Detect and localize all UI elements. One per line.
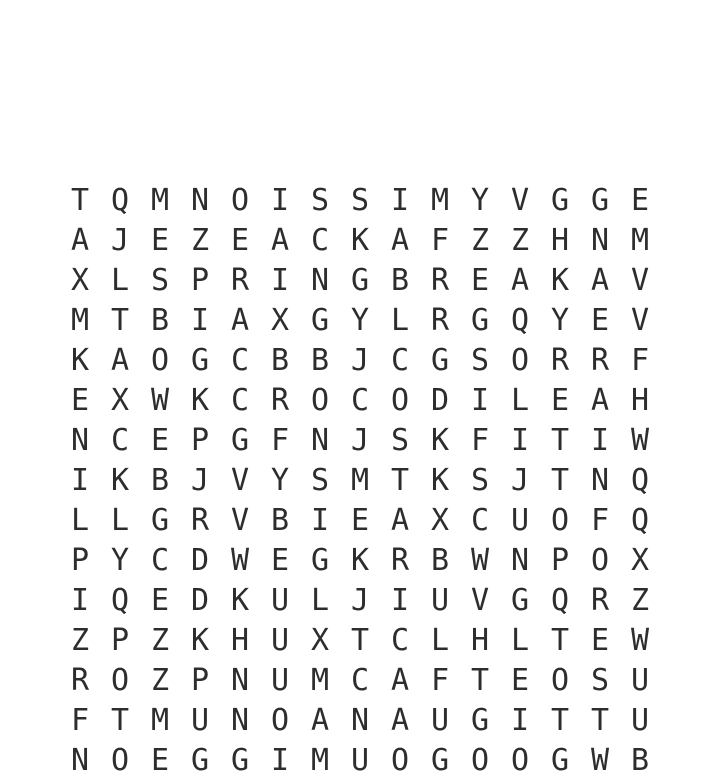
grid-cell[interactable]: J (190, 463, 210, 498)
grid-cell[interactable]: A (390, 663, 410, 698)
grid-cell[interactable]: L (510, 383, 530, 418)
grid-cell[interactable]: G (550, 183, 570, 218)
grid-cell[interactable]: G (190, 743, 210, 778)
grid-cell[interactable]: J (350, 423, 370, 458)
grid-cell[interactable]: C (110, 423, 130, 458)
grid-cell[interactable]: I (190, 303, 210, 338)
grid-cell[interactable]: G (550, 743, 570, 778)
grid-cell[interactable]: U (270, 583, 290, 618)
grid-cell[interactable]: N (70, 743, 90, 778)
grid-cell[interactable]: C (230, 343, 250, 378)
grid-cell[interactable]: U (270, 663, 290, 698)
grid-cell[interactable]: C (150, 543, 170, 578)
grid-cell[interactable]: M (430, 183, 450, 218)
grid-cell[interactable]: A (390, 503, 410, 538)
grid-cell[interactable]: K (110, 463, 130, 498)
grid-cell[interactable]: O (470, 743, 490, 778)
grid-cell[interactable]: E (230, 223, 250, 258)
grid-cell[interactable]: N (310, 263, 330, 298)
grid-cell[interactable]: T (70, 183, 90, 218)
grid-cell[interactable]: T (550, 463, 570, 498)
grid-cell[interactable]: A (110, 343, 130, 378)
grid-cell[interactable]: Q (630, 463, 650, 498)
grid-cell[interactable]: R (590, 583, 610, 618)
grid-cell[interactable]: R (430, 263, 450, 298)
grid-cell[interactable]: L (110, 263, 130, 298)
grid-cell[interactable]: K (190, 383, 210, 418)
grid-cell[interactable]: T (350, 623, 370, 658)
grid-cell[interactable]: W (150, 383, 170, 418)
grid-cell[interactable]: X (110, 383, 130, 418)
grid-cell[interactable]: U (510, 503, 530, 538)
grid-cell[interactable]: G (430, 743, 450, 778)
grid-cell[interactable]: N (230, 703, 250, 738)
grid-cell[interactable]: O (310, 383, 330, 418)
grid-cell[interactable]: N (70, 423, 90, 458)
grid-cell[interactable]: B (430, 543, 450, 578)
grid-cell[interactable]: Y (270, 463, 290, 498)
grid-cell[interactable]: E (150, 743, 170, 778)
grid-cell[interactable]: E (270, 543, 290, 578)
grid-cell[interactable]: Y (550, 303, 570, 338)
grid-cell[interactable]: F (270, 423, 290, 458)
grid-cell[interactable]: M (310, 663, 330, 698)
grid-cell[interactable]: G (310, 543, 330, 578)
grid-cell[interactable]: O (510, 743, 530, 778)
grid-cell[interactable]: N (350, 703, 370, 738)
grid-cell[interactable]: B (390, 263, 410, 298)
grid-cell[interactable]: K (550, 263, 570, 298)
grid-cell[interactable]: E (630, 183, 650, 218)
grid-cell[interactable]: X (630, 543, 650, 578)
grid-cell[interactable]: O (390, 743, 410, 778)
grid-cell[interactable]: E (590, 623, 610, 658)
grid-cell[interactable]: Q (510, 303, 530, 338)
grid-cell[interactable]: S (350, 183, 370, 218)
grid-cell[interactable]: U (430, 583, 450, 618)
grid-cell[interactable]: N (510, 543, 530, 578)
grid-cell[interactable]: Z (630, 583, 650, 618)
grid-cell[interactable]: D (430, 383, 450, 418)
grid-cell[interactable]: I (390, 183, 410, 218)
grid-cell[interactable]: P (70, 543, 90, 578)
grid-cell[interactable]: R (270, 383, 290, 418)
grid-cell[interactable]: V (630, 303, 650, 338)
grid-cell[interactable]: O (390, 383, 410, 418)
grid-cell[interactable]: L (510, 623, 530, 658)
grid-cell[interactable]: O (230, 183, 250, 218)
grid-cell[interactable]: Q (630, 503, 650, 538)
grid-cell[interactable]: N (230, 663, 250, 698)
grid-cell[interactable]: F (630, 343, 650, 378)
grid-cell[interactable]: U (630, 663, 650, 698)
grid-cell[interactable]: E (350, 503, 370, 538)
grid-cell[interactable]: L (430, 623, 450, 658)
grid-cell[interactable]: I (390, 583, 410, 618)
grid-cell[interactable]: S (390, 423, 410, 458)
grid-cell[interactable]: G (350, 263, 370, 298)
grid-cell[interactable]: N (590, 463, 610, 498)
grid-cell[interactable]: A (70, 223, 90, 258)
grid-cell[interactable]: T (470, 663, 490, 698)
grid-cell[interactable]: B (310, 343, 330, 378)
grid-cell[interactable]: Q (550, 583, 570, 618)
grid-cell[interactable]: H (630, 383, 650, 418)
grid-cell[interactable]: I (70, 463, 90, 498)
grid-cell[interactable]: I (510, 423, 530, 458)
word-search-grid[interactable] (60, 181, 660, 781)
grid-cell[interactable]: A (590, 263, 610, 298)
grid-cell[interactable]: T (110, 303, 130, 338)
grid-cell[interactable]: R (550, 343, 570, 378)
grid-cell[interactable]: S (310, 183, 330, 218)
grid-cell[interactable]: Z (470, 223, 490, 258)
grid-cell[interactable]: A (590, 383, 610, 418)
grid-cell[interactable]: N (310, 423, 330, 458)
grid-cell[interactable]: L (310, 583, 330, 618)
grid-cell[interactable]: G (470, 703, 490, 738)
grid-cell[interactable]: G (230, 423, 250, 458)
grid-cell[interactable]: B (150, 463, 170, 498)
grid-cell[interactable]: F (470, 423, 490, 458)
grid-cell[interactable]: O (550, 503, 570, 538)
grid-cell[interactable]: N (590, 223, 610, 258)
grid-cell[interactable]: E (70, 383, 90, 418)
grid-cell[interactable]: T (550, 423, 570, 458)
grid-cell[interactable]: L (70, 503, 90, 538)
grid-cell[interactable]: T (550, 623, 570, 658)
grid-cell[interactable]: C (350, 383, 370, 418)
grid-cell[interactable]: D (190, 583, 210, 618)
grid-cell[interactable]: R (430, 303, 450, 338)
grid-cell[interactable]: K (70, 343, 90, 378)
grid-cell[interactable]: Z (510, 223, 530, 258)
grid-cell[interactable]: F (70, 703, 90, 738)
grid-cell[interactable]: W (470, 543, 490, 578)
grid-cell[interactable]: O (510, 343, 530, 378)
grid-cell[interactable]: B (630, 743, 650, 778)
grid-cell[interactable]: G (150, 503, 170, 538)
grid-cell[interactable]: S (470, 343, 490, 378)
grid-cell[interactable]: W (630, 423, 650, 458)
grid-cell[interactable]: B (270, 343, 290, 378)
grid-cell[interactable]: F (430, 223, 450, 258)
grid-cell[interactable]: K (190, 623, 210, 658)
grid-cell[interactable]: A (310, 703, 330, 738)
grid-cell[interactable]: T (590, 703, 610, 738)
grid-cell[interactable]: S (310, 463, 330, 498)
grid-cell[interactable]: H (470, 623, 490, 658)
grid-cell[interactable]: Y (350, 303, 370, 338)
grid-cell[interactable]: W (590, 743, 610, 778)
grid-cell[interactable]: I (270, 743, 290, 778)
grid-cell[interactable]: E (150, 223, 170, 258)
grid-cell[interactable]: A (390, 703, 410, 738)
grid-cell[interactable]: E (150, 423, 170, 458)
grid-cell[interactable]: I (590, 423, 610, 458)
grid-cell[interactable]: V (230, 503, 250, 538)
grid-cell[interactable]: C (390, 623, 410, 658)
grid-cell[interactable]: Y (470, 183, 490, 218)
grid-cell[interactable]: L (390, 303, 410, 338)
grid-cell[interactable]: O (150, 343, 170, 378)
grid-cell[interactable]: M (150, 703, 170, 738)
grid-cell[interactable]: C (230, 383, 250, 418)
grid-cell[interactable]: B (150, 303, 170, 338)
grid-cell[interactable]: Z (150, 663, 170, 698)
grid-cell[interactable]: I (470, 383, 490, 418)
grid-cell[interactable]: R (390, 543, 410, 578)
grid-cell[interactable]: I (310, 503, 330, 538)
grid-cell[interactable]: X (70, 263, 90, 298)
grid-cell[interactable]: K (430, 423, 450, 458)
grid-cell[interactable]: A (510, 263, 530, 298)
grid-cell[interactable]: E (510, 663, 530, 698)
grid-cell[interactable]: G (430, 343, 450, 378)
grid-cell[interactable]: Z (190, 223, 210, 258)
grid-cell[interactable]: C (390, 343, 410, 378)
grid-cell[interactable]: G (190, 343, 210, 378)
grid-cell[interactable]: Q (110, 583, 130, 618)
grid-cell[interactable]: B (270, 503, 290, 538)
grid-cell[interactable]: C (310, 223, 330, 258)
grid-cell[interactable]: V (230, 463, 250, 498)
grid-cell[interactable]: E (150, 583, 170, 618)
grid-cell[interactable]: K (230, 583, 250, 618)
grid-cell[interactable]: D (190, 543, 210, 578)
grid-cell[interactable]: P (190, 663, 210, 698)
grid-cell[interactable]: M (630, 223, 650, 258)
grid-cell[interactable]: S (470, 463, 490, 498)
grid-cell[interactable]: O (110, 663, 130, 698)
grid-cell[interactable]: R (70, 663, 90, 698)
grid-cell[interactable]: Z (70, 623, 90, 658)
grid-cell[interactable]: W (230, 543, 250, 578)
grid-cell[interactable]: N (190, 183, 210, 218)
grid-cell[interactable]: Y (110, 543, 130, 578)
grid-cell[interactable]: U (350, 743, 370, 778)
grid-cell[interactable]: A (270, 223, 290, 258)
grid-cell[interactable]: I (270, 263, 290, 298)
grid-cell[interactable]: G (310, 303, 330, 338)
grid-cell[interactable]: V (630, 263, 650, 298)
grid-cell[interactable]: C (470, 503, 490, 538)
grid-cell[interactable]: I (270, 183, 290, 218)
grid-cell[interactable]: M (70, 303, 90, 338)
grid-cell[interactable]: S (150, 263, 170, 298)
grid-cell[interactable]: O (270, 703, 290, 738)
grid-cell[interactable]: T (110, 703, 130, 738)
grid-cell[interactable]: Z (150, 623, 170, 658)
grid-cell[interactable]: U (270, 623, 290, 658)
grid-cell[interactable]: L (110, 503, 130, 538)
grid-cell[interactable]: K (430, 463, 450, 498)
grid-cell[interactable]: X (270, 303, 290, 338)
grid-cell[interactable]: U (190, 703, 210, 738)
grid-cell[interactable]: O (110, 743, 130, 778)
grid-cell[interactable]: I (70, 583, 90, 618)
grid-cell[interactable]: E (470, 263, 490, 298)
grid-cell[interactable]: W (630, 623, 650, 658)
grid-cell[interactable]: J (110, 223, 130, 258)
grid-cell[interactable]: T (390, 463, 410, 498)
grid-cell[interactable]: F (430, 663, 450, 698)
grid-cell[interactable]: T (550, 703, 570, 738)
grid-cell[interactable]: J (350, 583, 370, 618)
grid-cell[interactable]: G (470, 303, 490, 338)
grid-cell[interactable]: O (550, 663, 570, 698)
grid-cell[interactable]: E (550, 383, 570, 418)
grid-cell[interactable]: A (230, 303, 250, 338)
grid-cell[interactable]: M (350, 463, 370, 498)
grid-cell[interactable]: G (510, 583, 530, 618)
grid-cell[interactable]: V (470, 583, 490, 618)
grid-cell[interactable]: R (590, 343, 610, 378)
grid-cell[interactable]: U (630, 703, 650, 738)
grid-cell[interactable]: Q (110, 183, 130, 218)
grid-cell[interactable]: P (190, 423, 210, 458)
grid-cell[interactable]: M (150, 183, 170, 218)
grid-cell[interactable]: O (590, 543, 610, 578)
grid-cell[interactable]: K (350, 223, 370, 258)
grid-cell[interactable]: A (390, 223, 410, 258)
grid-cell[interactable]: R (190, 503, 210, 538)
grid-cell[interactable]: G (230, 743, 250, 778)
grid-cell[interactable]: V (510, 183, 530, 218)
grid-cell[interactable]: P (110, 623, 130, 658)
grid-cell[interactable]: J (350, 343, 370, 378)
grid-cell[interactable]: E (590, 303, 610, 338)
grid-cell[interactable]: M (310, 743, 330, 778)
grid-cell[interactable]: P (190, 263, 210, 298)
grid-cell[interactable]: C (350, 663, 370, 698)
grid-cell[interactable]: S (590, 663, 610, 698)
grid-cell[interactable]: F (590, 503, 610, 538)
grid-cell[interactable]: X (430, 503, 450, 538)
grid-cell[interactable]: K (350, 543, 370, 578)
grid-cell[interactable]: R (230, 263, 250, 298)
grid-cell[interactable]: J (510, 463, 530, 498)
grid-cell[interactable]: G (590, 183, 610, 218)
grid-cell[interactable]: X (310, 623, 330, 658)
grid-cell[interactable]: P (550, 543, 570, 578)
grid-cell[interactable]: U (430, 703, 450, 738)
grid-cell[interactable]: H (550, 223, 570, 258)
grid-cell[interactable]: H (230, 623, 250, 658)
grid-cell[interactable]: I (510, 703, 530, 738)
